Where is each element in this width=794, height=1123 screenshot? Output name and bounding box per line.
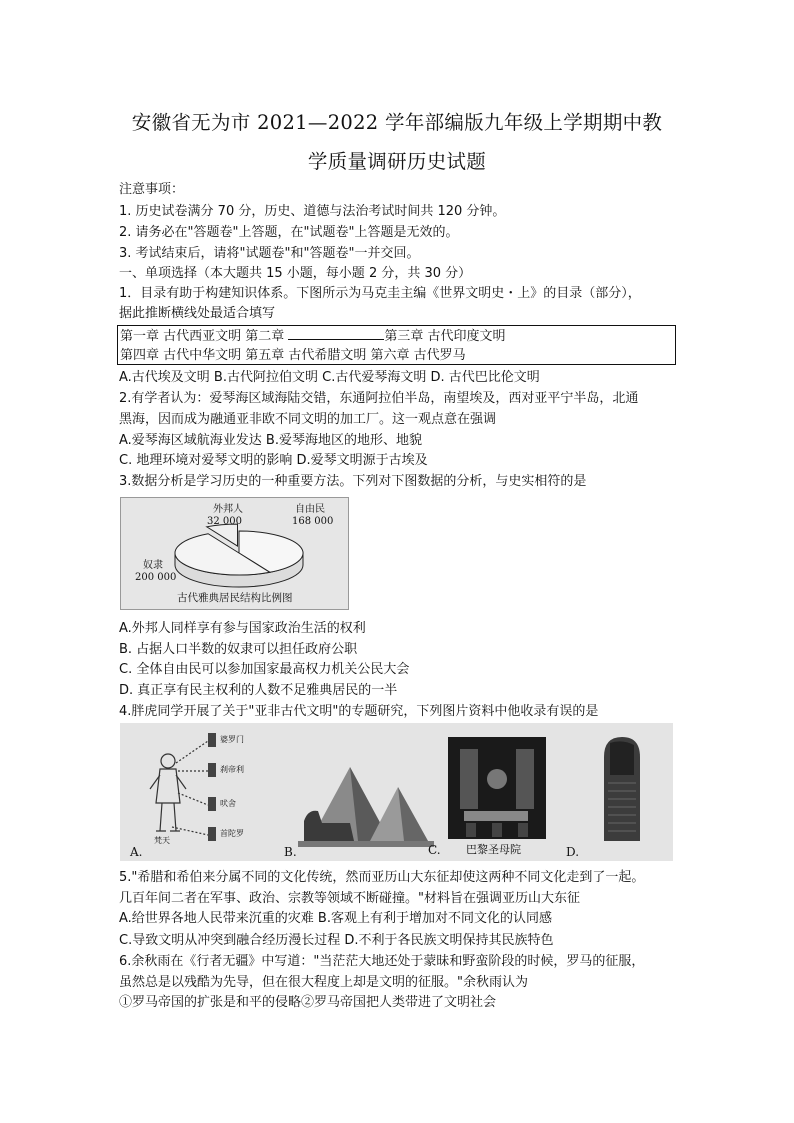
section-heading: 一、单项选择（本大题共 15 小题，每小题 2 分，共 30 分） xyxy=(119,266,472,281)
picture-a-caste-diagram xyxy=(120,723,270,861)
picture-c-caption: 巴黎圣母院 xyxy=(466,843,521,856)
notice-item-2: 2. 请务必在"答题卷"上答题，在"试题卷"上答题是无效的。 xyxy=(119,225,459,240)
q3-option-c: C. 全体自由民可以参加国家最高权力机关公民大会 xyxy=(119,662,410,677)
q3-option-d: D. 真正享有民主权利的人数不足雅典居民的一半 xyxy=(119,683,398,698)
q3-option-a: A.外邦人同样享有参与国家政治生活的权利 xyxy=(119,621,366,636)
q2-option-cd: C. 地理环境对爱琴文明的影响 D.爱琴文明源于古埃及 xyxy=(119,453,428,468)
notice-heading: 注意事项： xyxy=(119,182,185,197)
page-title-line2: 学质量调研历史试题 xyxy=(307,150,487,173)
toc-row-2: 第四章 古代中华文明 第五章 古代希腊文明 第六章 古代罗马 xyxy=(120,348,466,363)
toc-row-1 xyxy=(120,328,506,346)
q5-option-cd: C.导致文明从冲突到融合经历漫长过程 D.不利于各民族文明保持其民族特色 xyxy=(119,933,554,948)
hammurabi-stele-image xyxy=(560,723,673,861)
q1-stem-line2: 据此推断横线处最适合填写 xyxy=(119,306,276,321)
q1-options: A.古代埃及文明 B.古代阿拉伯文明 C.古代爱琴海文明 D. 古代巴比伦文明 xyxy=(119,370,540,385)
q3-option-b: B. 占据人口半数的奴隶可以担任政府公职 xyxy=(119,642,358,657)
chart-title: 古代雅典居民结构比例图 xyxy=(177,592,293,604)
q2-stem-line1: 2.有学者认为：爱琴海区域海陆交错，东通阿拉伯半岛，南望埃及，西对亚平宁半岛，北通 xyxy=(119,391,639,406)
legend-label-foreigners: 外邦人 xyxy=(213,504,243,515)
brahma-figure-image xyxy=(120,723,270,861)
picture-a-letter: A. xyxy=(130,845,143,859)
notice-item-1: 1. 历史试卷满分 70 分，历史、道德与法治考试时间共 120 分钟。 xyxy=(119,204,506,219)
q5-stem-line2: 几百年间二者在军事、政治、宗教等领域不断碰撞。"材料旨在强调亚历山大东征 xyxy=(119,891,580,906)
q6-stem-line1: 6.余秋雨在《行者无疆》中写道："当茫茫大地还处于蒙昧和野蛮阶段的时候，罗马的征服， xyxy=(119,954,645,969)
answer-blank xyxy=(288,328,384,340)
pyramid-sphinx-image xyxy=(280,723,440,861)
picture-d-letter: D. xyxy=(566,845,580,859)
value-label-foreigners: 32 000 xyxy=(207,516,242,527)
q6-stem-line2: 虽然总是以残酷为先导，但在很大程度上却是文明的征服。"余秋雨认为 xyxy=(119,975,528,990)
value-label-citizens: 168 000 xyxy=(292,516,334,527)
q2-option-ab: A.爱琴海区域航海业发达 B.爱琴海地区的地形、地貌 xyxy=(119,433,422,448)
q1-stem-line1: 1．目录有助于构建知识体系。下图所示为马克圭主编《世界文明史・上》的目录（部分）， xyxy=(119,286,641,301)
toc-row1-part1: 第一章 古代西亚文明 第二章 xyxy=(120,329,289,344)
picture-c-notre-dame xyxy=(420,723,550,861)
pie-chart-figure xyxy=(120,497,349,610)
picture-b-letter: B. xyxy=(284,845,297,859)
picture-c-letter: C. xyxy=(428,843,441,857)
q4-picture-strip xyxy=(120,723,673,861)
legend-label-slaves: 奴隶 xyxy=(143,560,163,571)
label-vaishya: 吠舍 xyxy=(220,799,236,808)
label-brahmin: 婆罗门 xyxy=(220,735,244,744)
picture-d-stele xyxy=(560,723,673,861)
q3-stem: 3.数据分析是学习历史的一种重要方法。下列对下图数据的分析，与史实相符的是 xyxy=(119,474,587,489)
toc-box xyxy=(117,325,676,365)
q5-option-ab: A.给世界各地人民带来沉重的灾难 B.客观上有利于增加对不同文化的认同感 xyxy=(119,911,552,926)
label-brahma: 梵天 xyxy=(154,836,170,845)
legend-label-citizens: 自由民 xyxy=(295,504,325,515)
q6-statements: ①罗马帝国的扩张是和平的侵略②罗马帝国把人类带进了文明社会 xyxy=(119,995,497,1010)
notice-item-3: 3. 考试结束后，请将"试题卷"和"答题卷"一并交回。 xyxy=(119,246,420,261)
toc-row1-part2: 第三章 古代印度文明 xyxy=(384,329,506,344)
value-label-slaves: 200 000 xyxy=(135,572,177,583)
q2-stem-line2: 黑海，因而成为融通亚非欧不同文明的加工厂。这一观点意在强调 xyxy=(119,412,497,427)
label-kshatriya: 刹帝利 xyxy=(220,765,244,774)
page-title-line1: 安徽省无为市 2021—2022 学年部编版九年级上学期期中教 xyxy=(131,111,663,134)
picture-b-pyramids xyxy=(280,723,440,861)
label-shudra: 首陀罗 xyxy=(220,829,244,838)
q4-stem: 4.胖虎同学开展了关于"亚非古代文明"的专题研究，下列图片资料中他收录有误的是 xyxy=(119,704,599,719)
q5-stem-line1: 5."希腊和希伯来分属不同的文化传统，然而亚历山大东征却使这两种不同文化走到了一起。 xyxy=(119,870,645,885)
